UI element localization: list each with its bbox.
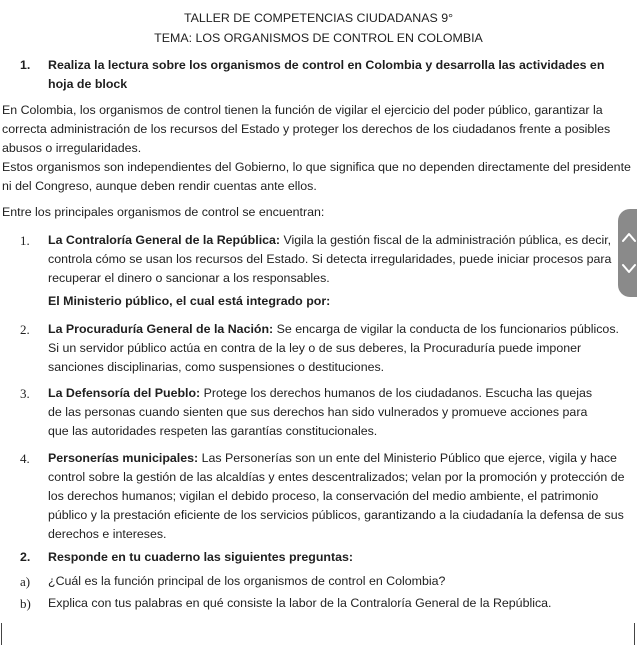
organism-text: Las Personerías son un ente del Ministerio Público que ejerce, vigila y hace control sobre la gestión de las alcaldías y entes descentralizados; velan por la promoción y protección de los derechos humanos; vigilan el debido proceso, la conservación del medio ambiente, el patrimonio público y la prestación eficiente de los servicios públicos, garantizando a la ciudadanía la defensa de sus derechos e intereses. (48, 451, 625, 541)
organism-title: La Procuraduría General de la Nación: (48, 322, 274, 336)
organism-number: 3. (20, 386, 30, 401)
question-text: Explica con tus palabras en qué consiste la labor de la Contraloría General de la República. (48, 596, 552, 610)
organism-number: 1. (20, 233, 30, 248)
instruction-number: 2. (20, 550, 31, 564)
question-letter: a) (20, 574, 31, 589)
organism-title: La Defensoría del Pueblo: (48, 386, 201, 400)
organism-text: Se encarga de vigilar la conducta de los funcionarios públicos. Si un servidor público actúa en contra de la ley o de sus deberes, la Procuraduría puede imponer sanciones disciplinarias, como suspensiones o destituciones. (48, 322, 619, 374)
intro-paragraph-3: Entre los principales organismos de control se encuentran: (2, 205, 325, 219)
organism-title: La Contraloría General de la República: (48, 233, 281, 247)
organism-number: 2. (20, 322, 30, 337)
question-text: ¿Cuál es la función principal de los organismos de control en Colombia? (48, 574, 446, 588)
instruction-number: 1. (20, 58, 31, 72)
organism-description (48, 384, 608, 441)
page-edge-right (634, 623, 635, 645)
worksheet-title: TALLER DE COMPETENCIAS CIUDADANAS 9° (183, 11, 454, 25)
chevron-down-icon[interactable] (621, 263, 637, 275)
question-letter: b) (20, 596, 31, 611)
organism-text: Vigila la gestión fiscal de la administración pública, es decir, controla cómo se usan los recursos del Estado. Si detecta irregularidades, puede iniciar procesos para recuperar el dinero o sancionar a los responsables. (48, 233, 612, 285)
organism-description (48, 449, 631, 544)
organism-title: Personerías municipales: (48, 451, 199, 465)
organism-number: 4. (20, 451, 30, 466)
ministerio-note: El Ministerio público, el cual está integrado por: (48, 294, 331, 308)
page-edge-left (1, 623, 2, 645)
scroll-handle[interactable] (618, 209, 637, 297)
chevron-up-icon[interactable] (621, 231, 637, 243)
worksheet-topic: TEMA: LOS ORGANISMOS DE CONTROL EN COLOMBIA (154, 31, 483, 45)
organism-description (48, 231, 614, 288)
instruction-text: Realiza la lectura sobre los organismos de control en Colombia y desarrolla las actividades en hoja de block (48, 58, 605, 91)
instruction-text: Responde en tu cuaderno las siguientes preguntas: (48, 550, 354, 564)
intro-paragraph-2: Estos organismos son independientes del Gobierno, lo que significa que no dependen directamente del presidente ni del Congreso, aunque deben rendir cuentas ante ellos. (2, 160, 631, 193)
organism-description (48, 320, 631, 377)
intro-paragraph-1: En Colombia, los organismos de control tienen la función de vigilar el ejercicio del poder público, garantizar la correcta administración de los recursos del Estado y proteger los derechos de los ciudadanos frente a posibles abusos o irregularidades. (2, 103, 611, 155)
organism-text: Protege los derechos humanos de los ciudadanos. Escucha las quejas de las personas cuando sienten que sus derechos han sido vulnerados y promueve acciones para que las autoridades respeten las garantías constitucionales. (48, 386, 593, 438)
